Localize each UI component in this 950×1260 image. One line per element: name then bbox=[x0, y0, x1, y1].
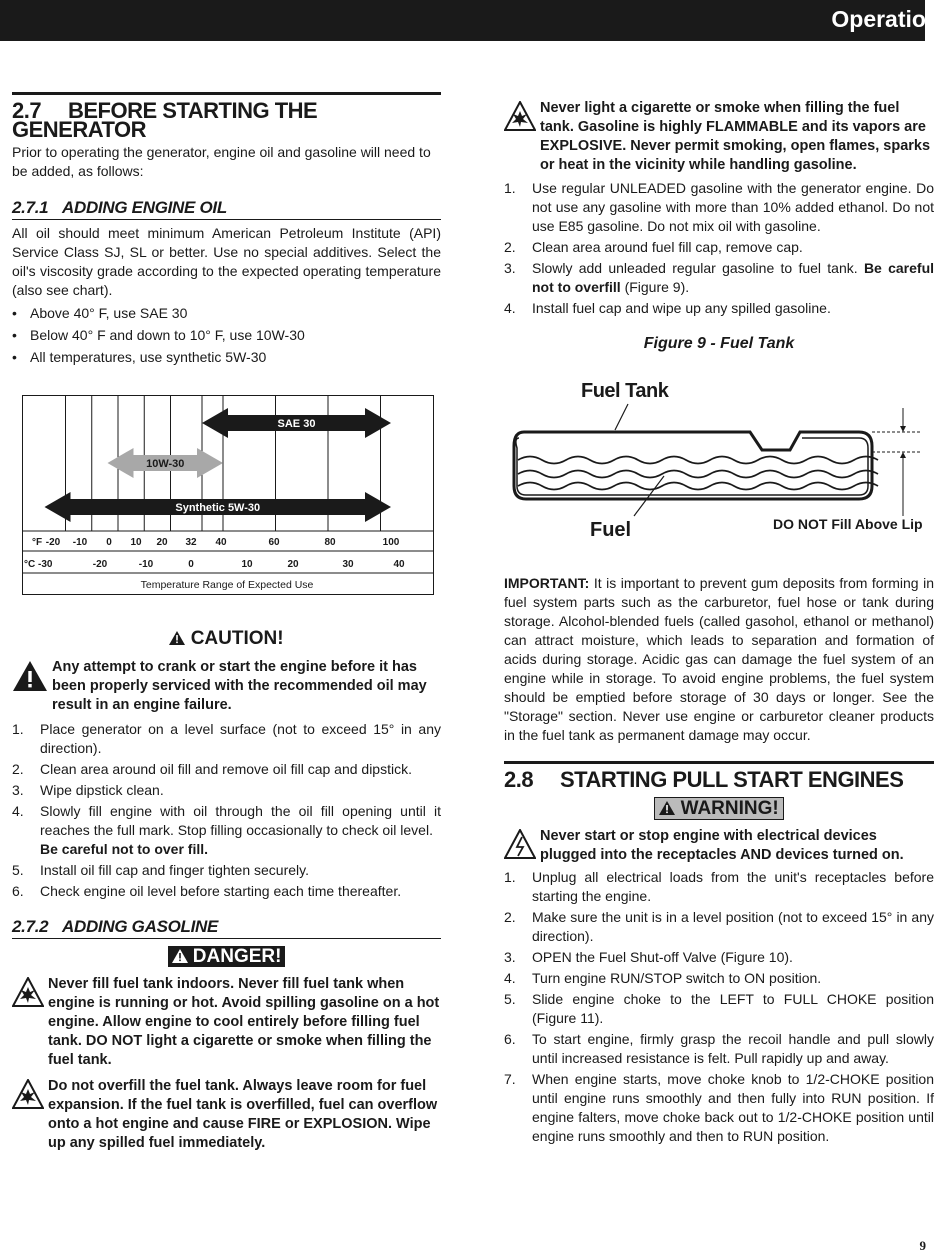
oil-bullet-list bbox=[12, 304, 441, 367]
x-axis-label: Temperature Range of Expected Use bbox=[140, 579, 314, 591]
list-text: Slide engine choke to the LEFT to FULL CHOKE position (Figure 11). bbox=[532, 991, 934, 1026]
caution-text: Any attempt to crank or start the engine before it has been properly serviced with the recommended oil may result in an engine failure. bbox=[52, 659, 427, 713]
list-number: 7. bbox=[504, 1071, 516, 1087]
list-item bbox=[504, 259, 934, 297]
list-number: 3. bbox=[504, 949, 516, 965]
list-text: When engine starts, move choke knob to 1/2-CHOKE position until engine runs smoothly and then fully into RUN position. If engine falters, move choke back out to 1/2-CHOKE position until engine runs smoothly and then to RUN position. bbox=[532, 1071, 934, 1144]
warning-text: Never light a cigarette or smoke when filling the fuel tank. Gasoline is highly FLAMMABLE and its vapors are EXPLOSIVE. Never permit smoking, open flames, sparks or heat in the vicinity while handling gasoline. bbox=[540, 100, 931, 173]
heading-number: 2.7.2 bbox=[12, 917, 49, 936]
list-item bbox=[504, 948, 934, 967]
heading-2-8 bbox=[504, 761, 934, 792]
section-title: Operation bbox=[831, 6, 940, 32]
range-label: SAE 30 bbox=[277, 418, 316, 430]
list-item bbox=[504, 908, 934, 946]
list-number: 2. bbox=[12, 761, 24, 777]
list-text: Clean area around oil fill and remove oil fill cap and dipstick. bbox=[40, 761, 412, 777]
warning-label: WARNING! bbox=[680, 798, 779, 819]
list-text: Clean area around fuel fill cap, remove cap. bbox=[532, 239, 803, 255]
caution-message bbox=[12, 658, 441, 715]
oil-steps-list bbox=[12, 720, 441, 901]
list-number: 3. bbox=[12, 782, 24, 798]
list-text: Slowly fill engine with oil through the oil fill opening until it reaches the full mark. Stop filling occasionally to check oil level. bbox=[40, 803, 441, 838]
list-text: Turn engine RUN/STOP switch to ON position. bbox=[532, 970, 822, 986]
list-item bbox=[12, 720, 441, 758]
list-item: • Below 40° F and down to 10° F, use 10W-30 bbox=[12, 326, 441, 345]
smoke-warning bbox=[504, 99, 934, 175]
fahrenheit-tick-label: 100 bbox=[382, 537, 400, 548]
label-fuel: Fuel bbox=[590, 519, 632, 541]
list-text: Use regular UNLEADED gasoline with the generator engine. Do not use any gasoline with more than 10% added ethanol. Do not use E85 gasoline. Do not mix oil with gasoline. bbox=[532, 180, 934, 234]
list-number: 4. bbox=[12, 803, 24, 819]
heading-text: ADDING ENGINE OIL bbox=[62, 198, 227, 217]
danger-text: Do not overfill the fuel tank. Always leave room for fuel expansion. If the fuel tank is overfilled, fuel can overflow onto a hot engine and cause FIRE or EXPLOSION. Wipe up any spilled fuel immediately. bbox=[48, 1078, 438, 1151]
heading-text: STARTING PULL START ENGINES bbox=[560, 767, 904, 792]
list-text: OPEN the Fuel Shut-off Valve (Figure 10). bbox=[532, 949, 793, 965]
list-text: Make sure the unit is in a level position (not to exceed 15° in any direction). bbox=[532, 909, 934, 944]
list-text: Wipe dipstick clean. bbox=[40, 782, 164, 798]
oil-viscosity-chart bbox=[22, 395, 434, 595]
right-column-bottom bbox=[504, 574, 934, 1146]
celsius-tick-label: 0 bbox=[188, 559, 194, 570]
alert-triangle-icon bbox=[659, 801, 675, 815]
important-text: It is important to prevent gum deposits from forming in fuel system parts such as the carburetor, fuel hose or tank during storage. Alcohol-blended fuels (called gasohol, ethanol or methanol) can attract moisture, which leads to separation and formation of acids during storage. Acidic gas can damage the fuel system of an engine while in storage. To avoid engine problems, the fuel system should be emptied before storage of 30 days or longer. See the "Storage" section. Never use engine or carburetor cleaner products in the fuel tank as permanent damage may occur. bbox=[504, 575, 934, 743]
list-number: 6. bbox=[504, 1031, 516, 1047]
list-number: 6. bbox=[12, 883, 24, 899]
heading-number: 2.7.1 bbox=[12, 198, 49, 217]
caution-header bbox=[12, 628, 441, 649]
list-text: Install oil fill cap and finger tighten securely. bbox=[40, 862, 309, 878]
list-text: Slowly add unleaded regular gasoline to fuel tank. bbox=[532, 260, 858, 276]
label-do-not-fill: DO NOT Fill Above Lip bbox=[773, 516, 923, 532]
range-label: Synthetic 5W-30 bbox=[175, 502, 261, 514]
fahrenheit-tick-label: 40 bbox=[215, 537, 227, 548]
important-lead: IMPORTANT: bbox=[504, 575, 590, 591]
list-item bbox=[12, 861, 441, 880]
warning-header bbox=[504, 797, 934, 820]
fahrenheit-tick-label: 32 bbox=[185, 537, 197, 548]
electrical-warning bbox=[504, 827, 934, 865]
fuel-tank-figure bbox=[504, 376, 934, 546]
list-item bbox=[504, 990, 934, 1028]
list-item bbox=[504, 299, 934, 318]
heading-2-7-1 bbox=[12, 198, 441, 220]
warning-badge bbox=[654, 797, 783, 820]
celsius-tick-label: °C -30 bbox=[24, 559, 53, 570]
list-text: Place generator on a level surface (not to exceed 15° in any direction). bbox=[40, 721, 441, 756]
heading-2-7-2 bbox=[12, 917, 441, 939]
celsius-tick-label: 20 bbox=[287, 559, 299, 570]
left-column bbox=[12, 92, 441, 367]
list-item: • All temperatures, use synthetic 5W-30 bbox=[12, 348, 441, 367]
exclamation-warning-icon bbox=[12, 660, 48, 692]
heading-number: 2.7 bbox=[12, 98, 42, 123]
danger-message-2 bbox=[12, 1077, 441, 1153]
explosion-hazard-icon bbox=[12, 1079, 44, 1109]
warning-text: Never start or stop engine with electrical devices plugged into the receptacles AND devices turned on. bbox=[540, 828, 904, 863]
label-fuel-tank: Fuel Tank bbox=[581, 380, 669, 402]
heading-number: 2.8 bbox=[504, 767, 534, 792]
heading-text: BEFORE STARTING THE GENERATOR bbox=[12, 98, 318, 142]
list-number: 1. bbox=[504, 869, 516, 885]
fahrenheit-tick-label: 0 bbox=[106, 537, 112, 548]
caution-label: CAUTION! bbox=[190, 628, 284, 649]
celsius-tick-label: -10 bbox=[138, 559, 154, 570]
chart-svg bbox=[23, 396, 433, 594]
danger-message-1 bbox=[12, 975, 441, 1070]
fahrenheit-tick-label: 20 bbox=[156, 537, 168, 548]
list-text: Unplug all electrical loads from the unit's receptacles before starting the engine. bbox=[532, 869, 934, 904]
figure-caption: Figure 9 - Fuel Tank bbox=[643, 335, 795, 352]
list-item bbox=[12, 802, 441, 859]
list-number: 1. bbox=[504, 180, 516, 196]
celsius-tick-label: 30 bbox=[342, 559, 354, 570]
list-item bbox=[504, 179, 934, 236]
fahrenheit-tick-label: 10 bbox=[130, 537, 142, 548]
list-item bbox=[12, 760, 441, 779]
fahrenheit-tick-label: -10 bbox=[72, 537, 88, 548]
list-text: (Figure 9). bbox=[624, 279, 690, 295]
list-text: To start engine, firmly grasp the recoil handle and pull slowly until increased resistance is felt. Pull rapidly up and away. bbox=[532, 1031, 934, 1066]
list-item bbox=[504, 969, 934, 988]
list-number: 2. bbox=[504, 239, 516, 255]
caution-section bbox=[12, 628, 441, 1153]
important-paragraph bbox=[504, 574, 934, 745]
celsius-tick-label: 40 bbox=[393, 559, 405, 570]
caution-badge bbox=[165, 628, 287, 649]
list-item: • Above 40° F, use SAE 30 bbox=[12, 304, 441, 323]
list-number: 5. bbox=[504, 991, 516, 1007]
alert-triangle-icon bbox=[172, 949, 188, 963]
emphasis-text: Be careful not to over fill. bbox=[40, 841, 209, 857]
list-text: Check engine oil level before starting each time thereafter. bbox=[40, 883, 402, 899]
alert-triangle-icon bbox=[169, 631, 185, 645]
danger-text: Never fill fuel tank indoors. Never fill fuel tank when engine is running or hot. Avoid spilling gasoline on a hot engine. Allow engine to cool entirely before filling fuel tank. DO NOT light a cigarette or smoke when filling the fuel tank. bbox=[48, 976, 440, 1068]
right-column-top bbox=[504, 99, 934, 353]
list-number: 5. bbox=[12, 862, 24, 878]
fahrenheit-tick-label: 60 bbox=[268, 537, 280, 548]
celsius-tick-label: 10 bbox=[241, 559, 253, 570]
range-label: 10W-30 bbox=[146, 458, 185, 470]
explosion-hazard-icon bbox=[504, 101, 536, 131]
explosion-hazard-icon bbox=[12, 977, 44, 1007]
page-header-bar bbox=[0, 0, 940, 41]
celsius-tick-label: -20 bbox=[92, 559, 108, 570]
list-item bbox=[12, 781, 441, 800]
danger-badge bbox=[168, 946, 286, 967]
fuel-steps-list bbox=[504, 179, 934, 318]
list-text: Install fuel cap and wipe up any spilled gasoline. bbox=[532, 300, 831, 316]
oil-paragraph: All oil should meet minimum American Petroleum Institute (API) Service Class SJ, SL or better. Use no special additives. Select the oil's viscosity grade according to the expected operating temperature (also see chart). bbox=[12, 225, 441, 298]
fahrenheit-tick-label: 80 bbox=[324, 537, 336, 548]
electric-shock-icon bbox=[504, 829, 536, 859]
danger-label: DANGER! bbox=[192, 946, 282, 967]
list-number: 1. bbox=[12, 721, 24, 737]
fahrenheit-tick-label: -20 bbox=[45, 537, 61, 548]
list-item bbox=[504, 868, 934, 906]
list-number: 2. bbox=[504, 909, 516, 925]
list-item bbox=[504, 1070, 934, 1146]
emphasis-text: Be careful not to overfill bbox=[532, 260, 935, 295]
start-steps-list bbox=[504, 868, 934, 1146]
heading-text: ADDING GASOLINE bbox=[62, 917, 219, 936]
danger-header bbox=[12, 946, 441, 967]
list-number: 4. bbox=[504, 300, 516, 316]
list-item bbox=[504, 1030, 934, 1068]
list-number: 3. bbox=[504, 260, 516, 276]
list-item bbox=[12, 882, 441, 901]
heading-2-7 bbox=[12, 92, 441, 142]
page-number: 9 bbox=[919, 1238, 926, 1253]
intro-paragraph: Prior to operating the generator, engine oil and gasoline will need to be added, as follows: bbox=[12, 144, 431, 179]
list-item bbox=[504, 238, 934, 257]
list-number: 4. bbox=[504, 970, 516, 986]
fahrenheit-tick-label: °F bbox=[32, 537, 43, 548]
